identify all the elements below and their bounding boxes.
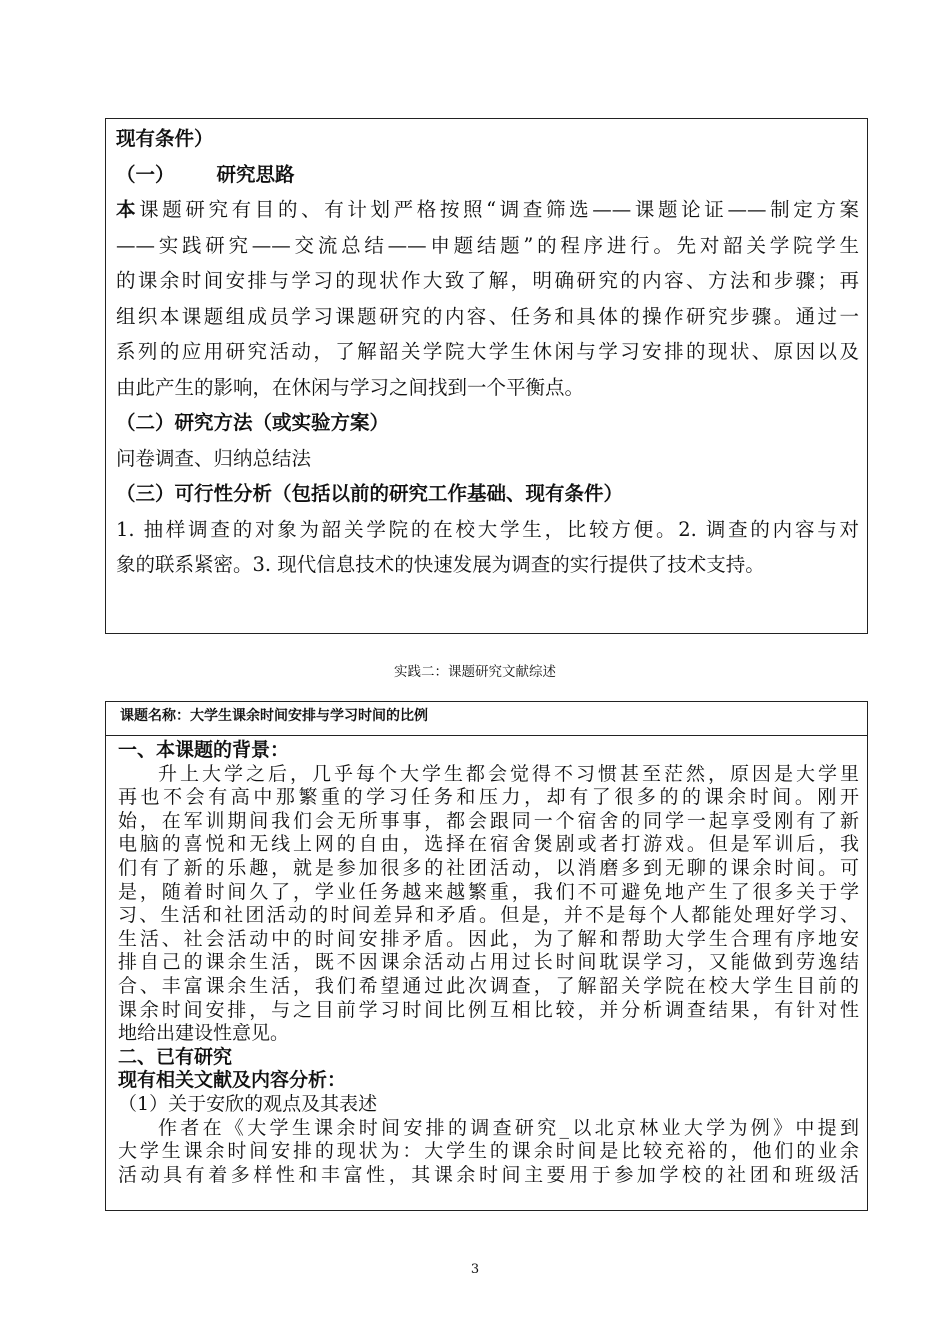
approach-line-3: 的课余时间安排与学习的现状作大致了解，明确研究的内容、方法和步骤；再 bbox=[116, 269, 859, 292]
literature-review-body bbox=[106, 736, 867, 1187]
background-line-3: 始，在军训期间我们会无所事事，都会跟同一个宿舍的同学一起享受刚有了新 bbox=[118, 809, 859, 832]
practice-caption: 实践二：课题研究文献综述 bbox=[394, 664, 556, 680]
literature-line-1: 作者在《大学生课余时间安排的调查研究_以北京林业大学为例》中提到 bbox=[158, 1116, 859, 1139]
background-line-1: 升上大学之后，几乎每个大学生都会觉得不习惯甚至茫然，原因是大学里 bbox=[158, 762, 859, 785]
feasibility-line-2: 象的联系紧密。3. 现代信息技术的快速发展为调查的实行提供了技术支持。 bbox=[116, 553, 765, 576]
method-text: 问卷调查、归纳总结法 bbox=[116, 446, 312, 470]
approach-line-4: 组织本课题组成员学习课题研究的内容、任务和具体的操作研究步骤。通过一 bbox=[116, 304, 859, 328]
background-line-11: 课余时间安排，与之目前学习时间比例互相比较，并分析调查结果，有针对性 bbox=[118, 998, 859, 1021]
approach-first-char: 本 bbox=[116, 198, 140, 221]
page-number: 3 bbox=[470, 1262, 480, 1277]
heading-existing-research: 二、已有研究 bbox=[118, 1045, 233, 1068]
heading-research-approach bbox=[116, 157, 859, 193]
background-line-7: 习、生活和社团活动的时间差异和矛盾。但是，并不是每个人都能处理好学习、 bbox=[118, 904, 859, 927]
background-line-2: 再也不会有高中那繁重的学习任务和压力，却有了很多的的课余时间。刚开 bbox=[118, 786, 859, 809]
research-plan-box bbox=[105, 118, 868, 634]
literature-review-box bbox=[105, 701, 868, 1211]
background-line-12: 地给出建设性意见。 bbox=[118, 1022, 290, 1045]
heading-literature-analysis: 现有相关文献及内容分析： bbox=[118, 1069, 347, 1092]
subheading-an-xin: （1）关于安欣的观点及其表述 bbox=[118, 1092, 378, 1115]
heading-background: 一、本课题的背景： bbox=[118, 739, 290, 761]
heading-research-method: （二）研究方法（或实验方案） bbox=[116, 411, 390, 434]
literature-line-2: 大学生课余时间安排的现状为：大学生的课余时间是比较充裕的，他们的业余 bbox=[118, 1140, 859, 1163]
heading-feasibility: （三）可行性分析（包括以前的研究工作基础、现有条件） bbox=[116, 482, 624, 505]
background-line-6: 是，随着时间久了，学业任务越来越繁重，我们不可避免地产生了很多关于学 bbox=[118, 880, 859, 903]
background-line-10: 合、丰富课余生活，我们希望通过此次调查，了解韶关学院在校大学生目前的 bbox=[118, 974, 859, 997]
approach-line-1: 本课题研究有目的、有计划严格按照“调查筛选——课题论证——制定方案 bbox=[116, 198, 859, 221]
literature-line-3: 活动具有着多样性和丰富性，其课余时间主要用于参加学校的社团和班级活 bbox=[118, 1163, 859, 1186]
continued-heading: 现有条件） bbox=[116, 127, 214, 150]
feasibility-line-1: 1. 抽样调查的对象为韶关学院的在校大学生，比较方便。2. 调查的内容与对 bbox=[116, 517, 859, 541]
heading-number: （一） bbox=[116, 162, 175, 186]
background-line-4: 电脑的喜悦和无线上网的自由，选择在宿舍煲剧或者打游戏。但是军训后，我 bbox=[118, 833, 859, 856]
approach-line-5: 系列的应用研究活动，了解韶关学院大学生休闲与学习安排的现状、原因以及 bbox=[116, 340, 859, 363]
heading-title: 研究思路 bbox=[216, 162, 295, 186]
topic-title-row: 课题名称：大学生课余时间安排与学习时间的比例 bbox=[106, 702, 867, 736]
approach-line-6: 由此产生的影响，在休闲与学习之间找到一个平衡点。 bbox=[116, 375, 585, 399]
background-line-9: 排自己的课余生活，既不因课余活动占用过长时间耽误学习，又能做到劳逸结 bbox=[118, 951, 859, 974]
background-line-8: 生活、社会活动中的时间安排矛盾。因此，为了解和帮助大学生合理有序地安 bbox=[118, 927, 859, 950]
approach-line-2: ——实践研究——交流总结——申题结题”的程序进行。先对韶关学院学生 bbox=[116, 233, 859, 257]
background-line-5: 们有了新的乐趣，就是参加很多的社团活动，以消磨多到无聊的课余时间。可 bbox=[118, 856, 859, 879]
